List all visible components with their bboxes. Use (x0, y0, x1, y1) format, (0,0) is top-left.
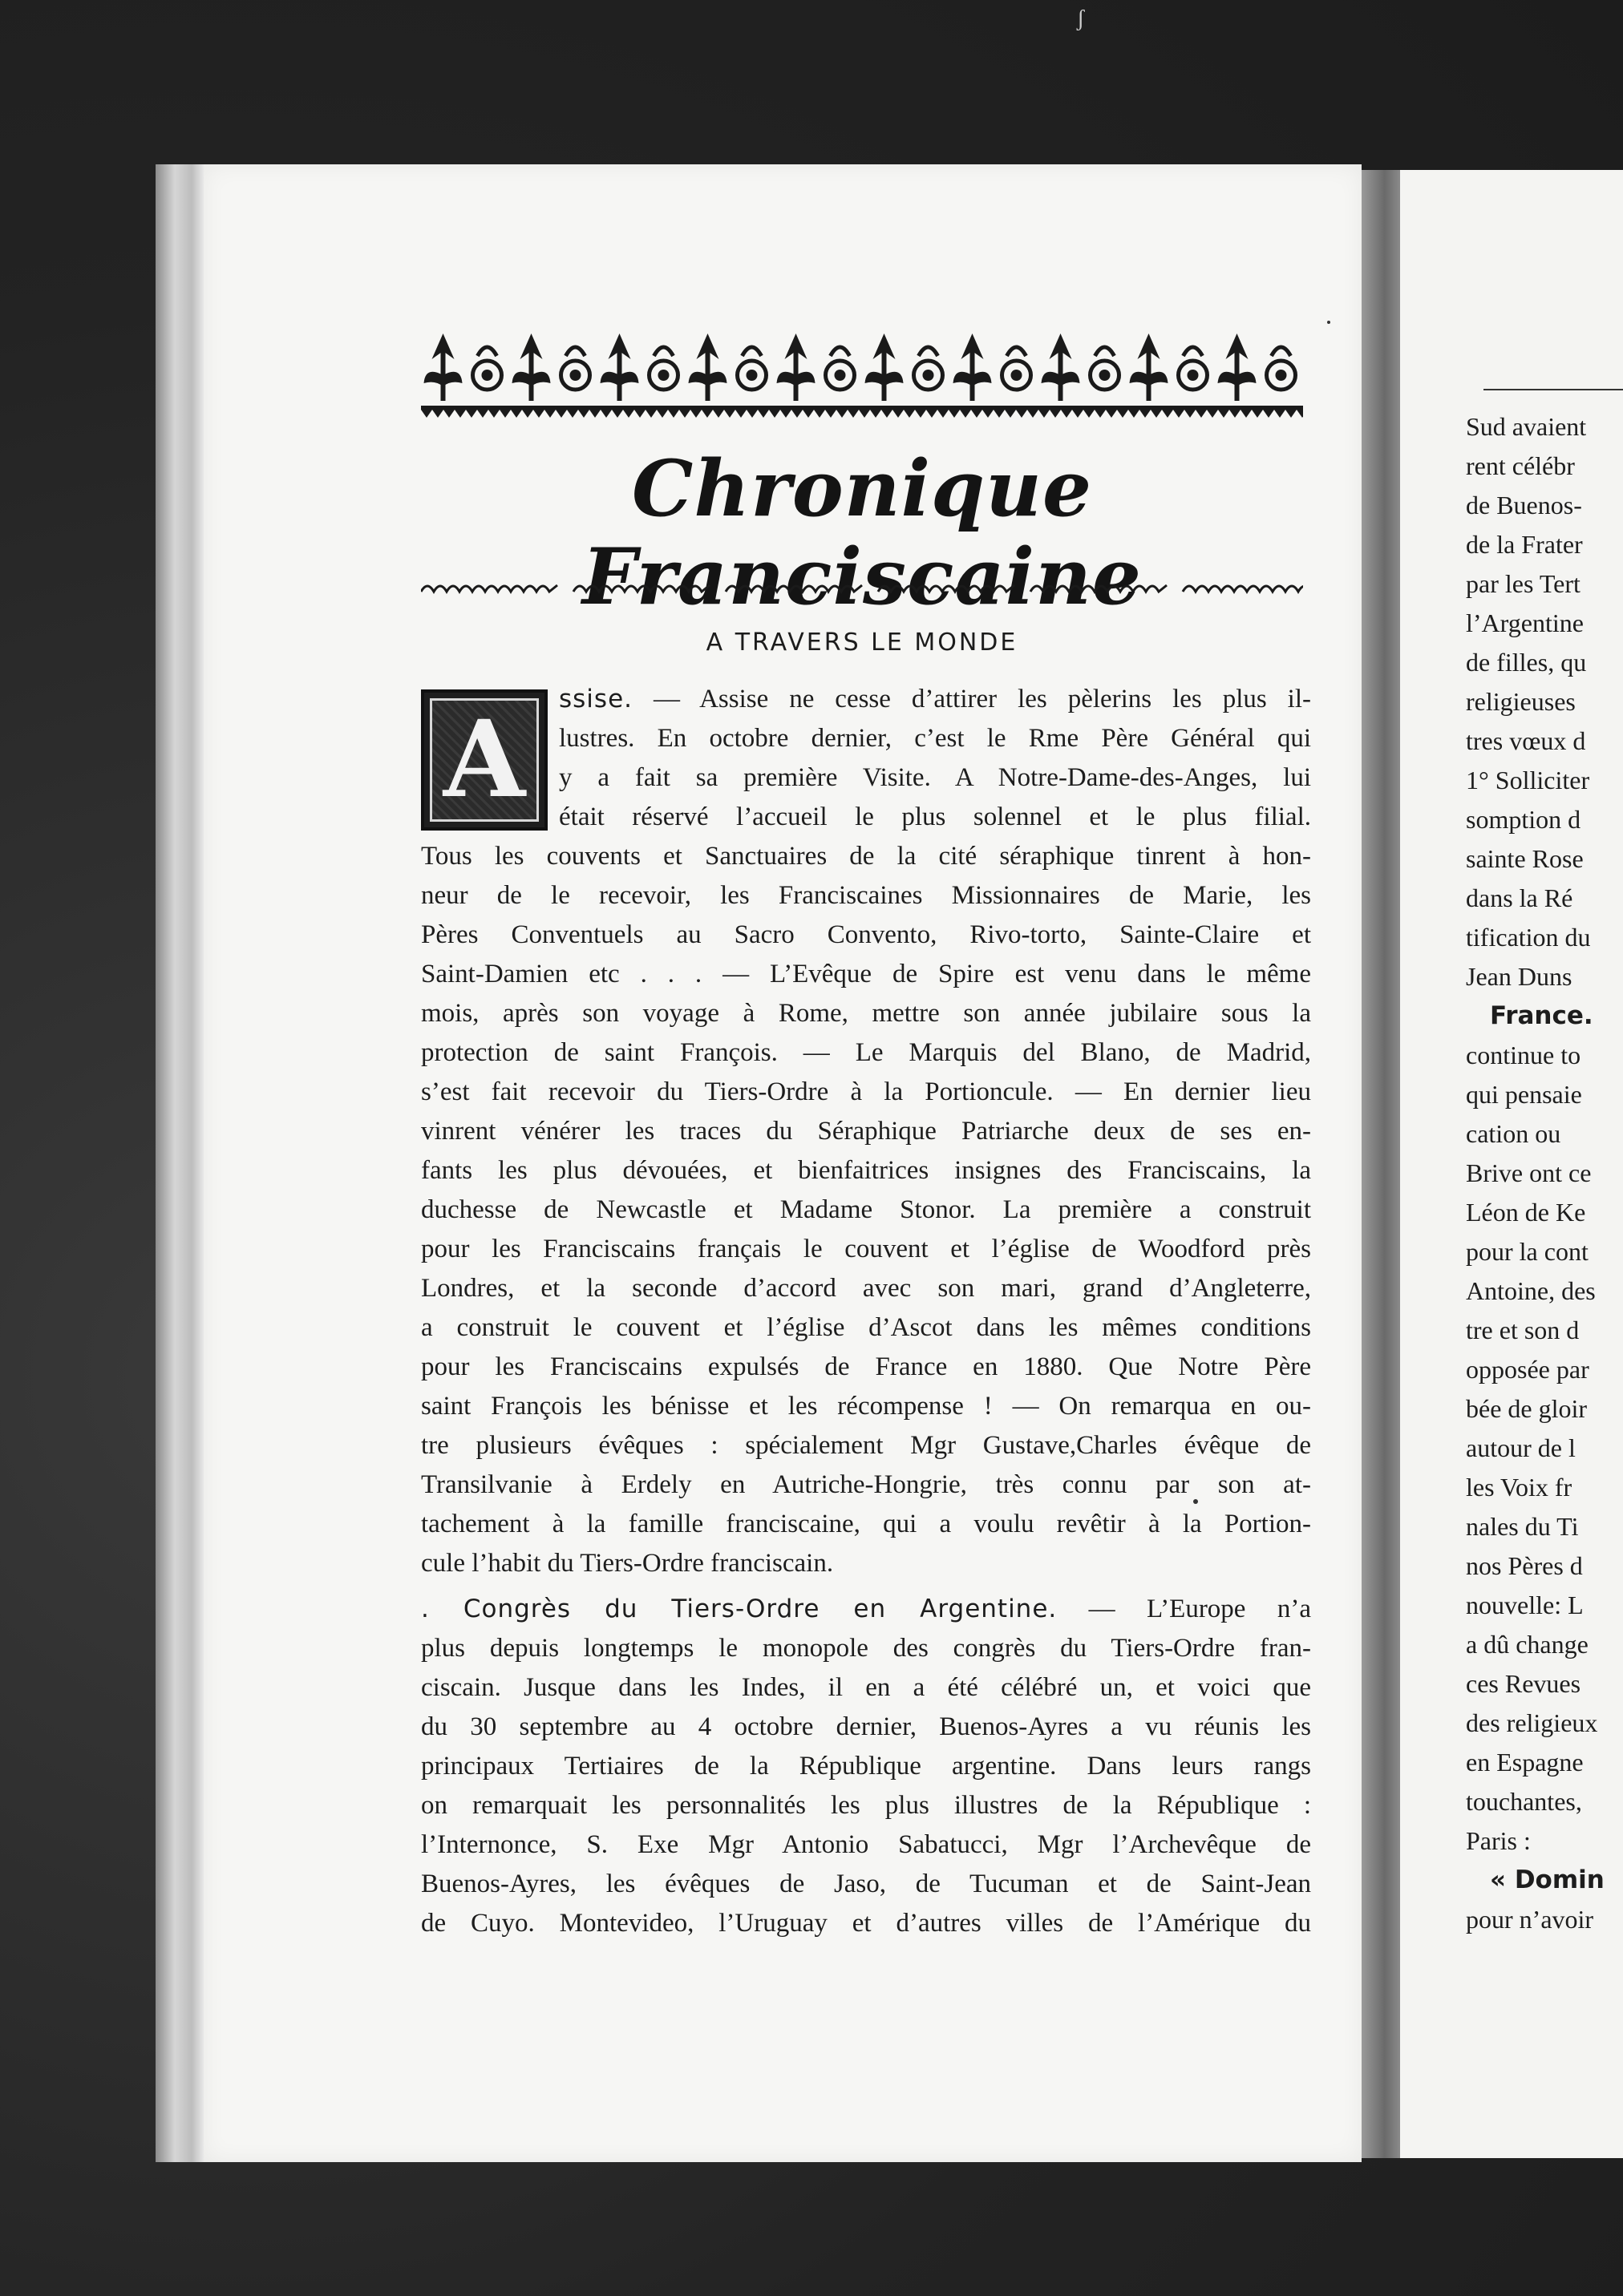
right-text-line: religieuses (1466, 687, 1576, 716)
right-text-line: « Domin (1490, 1866, 1605, 1894)
wave-segment (1183, 585, 1303, 592)
wave-segment (1030, 585, 1167, 592)
right-text-line: sainte Rose (1466, 844, 1584, 873)
right-text-line: opposée par (1466, 1355, 1589, 1384)
text-line: Londres, et la seconde d’accord avec son mari, grand d’Angleterre, (421, 1274, 1311, 1303)
section-heading: A TRAVERS LE MONDE (706, 629, 1018, 657)
right-text-line: continue to (1466, 1041, 1581, 1069)
ornament-flower (953, 333, 992, 401)
right-text-line: Paris : (1466, 1826, 1531, 1855)
right-text-line: dans la Ré (1466, 883, 1573, 912)
right-text-line: touchantes, (1466, 1787, 1582, 1816)
right-text-line: nouvelle: L (1466, 1591, 1584, 1619)
ornament-flower (1267, 347, 1296, 390)
text-line: l’Internonce, S. Exe Mgr Antonio Sabatucci, Mgr l’Archevêque de (421, 1830, 1311, 1859)
wave-segment (878, 585, 1014, 592)
right-text-line: cation ou (1466, 1119, 1561, 1148)
right-text-line: de filles, qu (1466, 648, 1587, 677)
floral-ornament-band (421, 327, 1303, 422)
scan-speck (1327, 321, 1330, 324)
text-line: était réservé l’accueil le plus solennel et le plus filial. (559, 802, 1311, 831)
ornament-flower (777, 333, 816, 401)
right-text-line: Brive ont ce (1466, 1158, 1592, 1187)
text-line: . Congrès du Tiers-Ordre en Argentine. — L’Europe n’a (421, 1595, 1311, 1623)
text-line: de Cuyo. Montevideo, l’Uruguay et d’autres villes de l’Amérique du (421, 1909, 1311, 1938)
ornament-flower (1179, 347, 1208, 390)
right-text-line: France. (1490, 1001, 1593, 1030)
right-text-line: tre et son d (1466, 1316, 1580, 1344)
right-text-line: somption d (1466, 805, 1581, 834)
right-text-line: bée de gloir (1466, 1394, 1588, 1423)
text-line: saint François les bénisse et les récompense ! — On remarqua en ou- (421, 1392, 1311, 1421)
right-page-rule (1483, 389, 1623, 390)
ornament-flower (865, 333, 904, 401)
text-line: du 30 septembre au 4 octobre dernier, Buenos-Ayres a vu réunis les (421, 1712, 1311, 1741)
right-text-line: pour n’avoir (1466, 1905, 1594, 1934)
right-page-text (1466, 407, 1623, 1939)
right-text-line: en Espagne (1466, 1748, 1584, 1777)
text-line: principaux Tertiaires de la République argentine. Dans leurs rangs (421, 1752, 1311, 1781)
scan-speck: ʃ (1077, 6, 1085, 31)
right-text-line: tification du (1466, 923, 1591, 952)
right-text-line: nos Pères d (1466, 1551, 1583, 1580)
scan-speck (1193, 1499, 1198, 1504)
right-text-line: autour de l (1466, 1433, 1576, 1462)
text-line: pour les Franciscains expulsés de France en 1880. Que Notre Père (421, 1352, 1311, 1381)
article-body (421, 680, 1311, 1943)
text-line: s’est fait recevoir du Tiers-Ordre à la Portioncule. — En dernier lieu (421, 1077, 1311, 1106)
gutter-shadow (1362, 170, 1400, 2158)
right-text-line: les Voix fr (1466, 1473, 1572, 1502)
right-text-line: rent célébr (1466, 451, 1575, 480)
text-line: Saint-Damien etc . . . — L’Evêque de Spire est venu dans le même (421, 960, 1311, 988)
text-line: Buenos-Ayres, les évêques de Jaso, de Tucuman et de Saint-Jean (421, 1870, 1311, 1898)
text-line: lustres. En octobre dernier, c’est le Rme Père Général qui (559, 724, 1311, 753)
ornament-flower (473, 347, 502, 390)
text-line: ssise. — Assise ne cesse d’attirer les pèlerins les plus il- (559, 685, 1311, 713)
text-line: neur de le recevoir, les Franciscaines Missionnaires de Marie, les (421, 881, 1311, 910)
right-text-line: 1° Solliciter (1466, 766, 1590, 794)
text-line: fants les plus dévouées, et bienfaitrices insignes des Franciscains, la (421, 1156, 1311, 1185)
right-text-line: de la Frater (1466, 530, 1583, 559)
text-line: tachement à la famille franciscaine, qui a voulu revêtir à la Portion- (421, 1510, 1311, 1538)
text-line: a construit le couvent et l’église d’Ascot dans les mêmes conditions (421, 1313, 1311, 1342)
page-title: Chronique Franciscaine (581, 443, 1142, 622)
text-line: mois, après son voyage à Rome, mettre son année jubilaire sous la (421, 999, 1311, 1028)
right-text-line: Jean Duns (1466, 962, 1572, 991)
right-text-line: par les Tert (1466, 569, 1581, 598)
ornament-flower (1218, 333, 1257, 401)
right-text-line: de Buenos- (1466, 491, 1582, 519)
text-line: cule l’habit du Tiers-Ordre franciscain. (421, 1549, 834, 1578)
text-line: Pères Conventuels au Sacro Convento, Rivo-torto, Sainte-Claire et (421, 920, 1311, 949)
text-line: on remarquait les personnalités les plus illustres de la République : (421, 1791, 1311, 1820)
ornament-flower (1091, 347, 1119, 390)
paragraph-congres-argentine (421, 1590, 1311, 1943)
ornament-flower (424, 333, 463, 401)
text-line: y a fait sa première Visite. A Notre-Dame-des-Anges, lui (559, 763, 1311, 792)
ornament-flower (738, 347, 767, 390)
ornament-flower (826, 347, 855, 390)
right-text-line: a dû change (1466, 1630, 1589, 1659)
ornament-baseline (421, 406, 1303, 410)
ornament-flower (1002, 347, 1031, 390)
text-line: pour les Franciscains français le couvent et l’église de Woodford près (421, 1235, 1311, 1263)
right-text-line: des religieux (1466, 1708, 1598, 1737)
wave-segment (421, 585, 557, 592)
text-line: duchesse de Newcastle et Madame Stonor. La première a construit (421, 1195, 1311, 1224)
ornament-flower (512, 333, 551, 401)
text-line: Transilvanie à Erdely en Autriche-Hongrie, très connu par son at- (421, 1470, 1311, 1499)
right-text-line: nales du Ti (1466, 1512, 1579, 1541)
right-text-line: Léon de Ke (1466, 1198, 1586, 1227)
text-line: tre plusieurs évêques : spécialement Mgr Gustave,Charles évêque de (421, 1431, 1311, 1460)
ornament-flower (689, 333, 727, 401)
ornament-flower (601, 333, 639, 401)
text-line: vinrent vénérer les traces du Séraphique Patriarche deux de ses en- (421, 1117, 1311, 1146)
page-edge-left (156, 164, 204, 2162)
text-line: plus depuis longtemps le monopole des congrès du Tiers-Ordre fran- (421, 1634, 1311, 1663)
paragraph-lead: ssise. (559, 685, 633, 713)
wavy-divider (421, 577, 1303, 601)
ornament-flower (650, 347, 678, 390)
ornament-flower (1042, 333, 1080, 401)
ornament-flower (561, 347, 590, 390)
right-text-line: Sud avaient (1466, 412, 1587, 441)
text-line: Tous les couvents et Sanctuaires de la cité séraphique tinrent à hon- (421, 842, 1311, 871)
right-text-line: ces Revues (1466, 1669, 1581, 1698)
text-line: protection de saint François. — Le Marquis del Blano, de Madrid, (421, 1038, 1311, 1067)
wave-segment (726, 585, 862, 592)
ornament-flower (1130, 333, 1168, 401)
paragraph-assise (421, 680, 1311, 1583)
drop-cap-letter: A (443, 697, 526, 822)
right-text-line: tres vœux d (1466, 726, 1586, 755)
right-text-line: pour la cont (1466, 1237, 1589, 1266)
paragraph-lead: . Congrès du Tiers-Ordre en Argentine. (421, 1595, 1058, 1623)
ornament-flower (914, 347, 943, 390)
wave-segment (573, 585, 710, 592)
right-text-line: Antoine, des (1466, 1276, 1596, 1305)
right-text-line: l’Argentine (1466, 608, 1584, 637)
right-text-line: qui pensaie (1466, 1080, 1582, 1109)
drop-cap (421, 689, 548, 831)
text-line: ciscain. Jusque dans les Indes, il en a été célébré un, et voici que (421, 1673, 1311, 1702)
